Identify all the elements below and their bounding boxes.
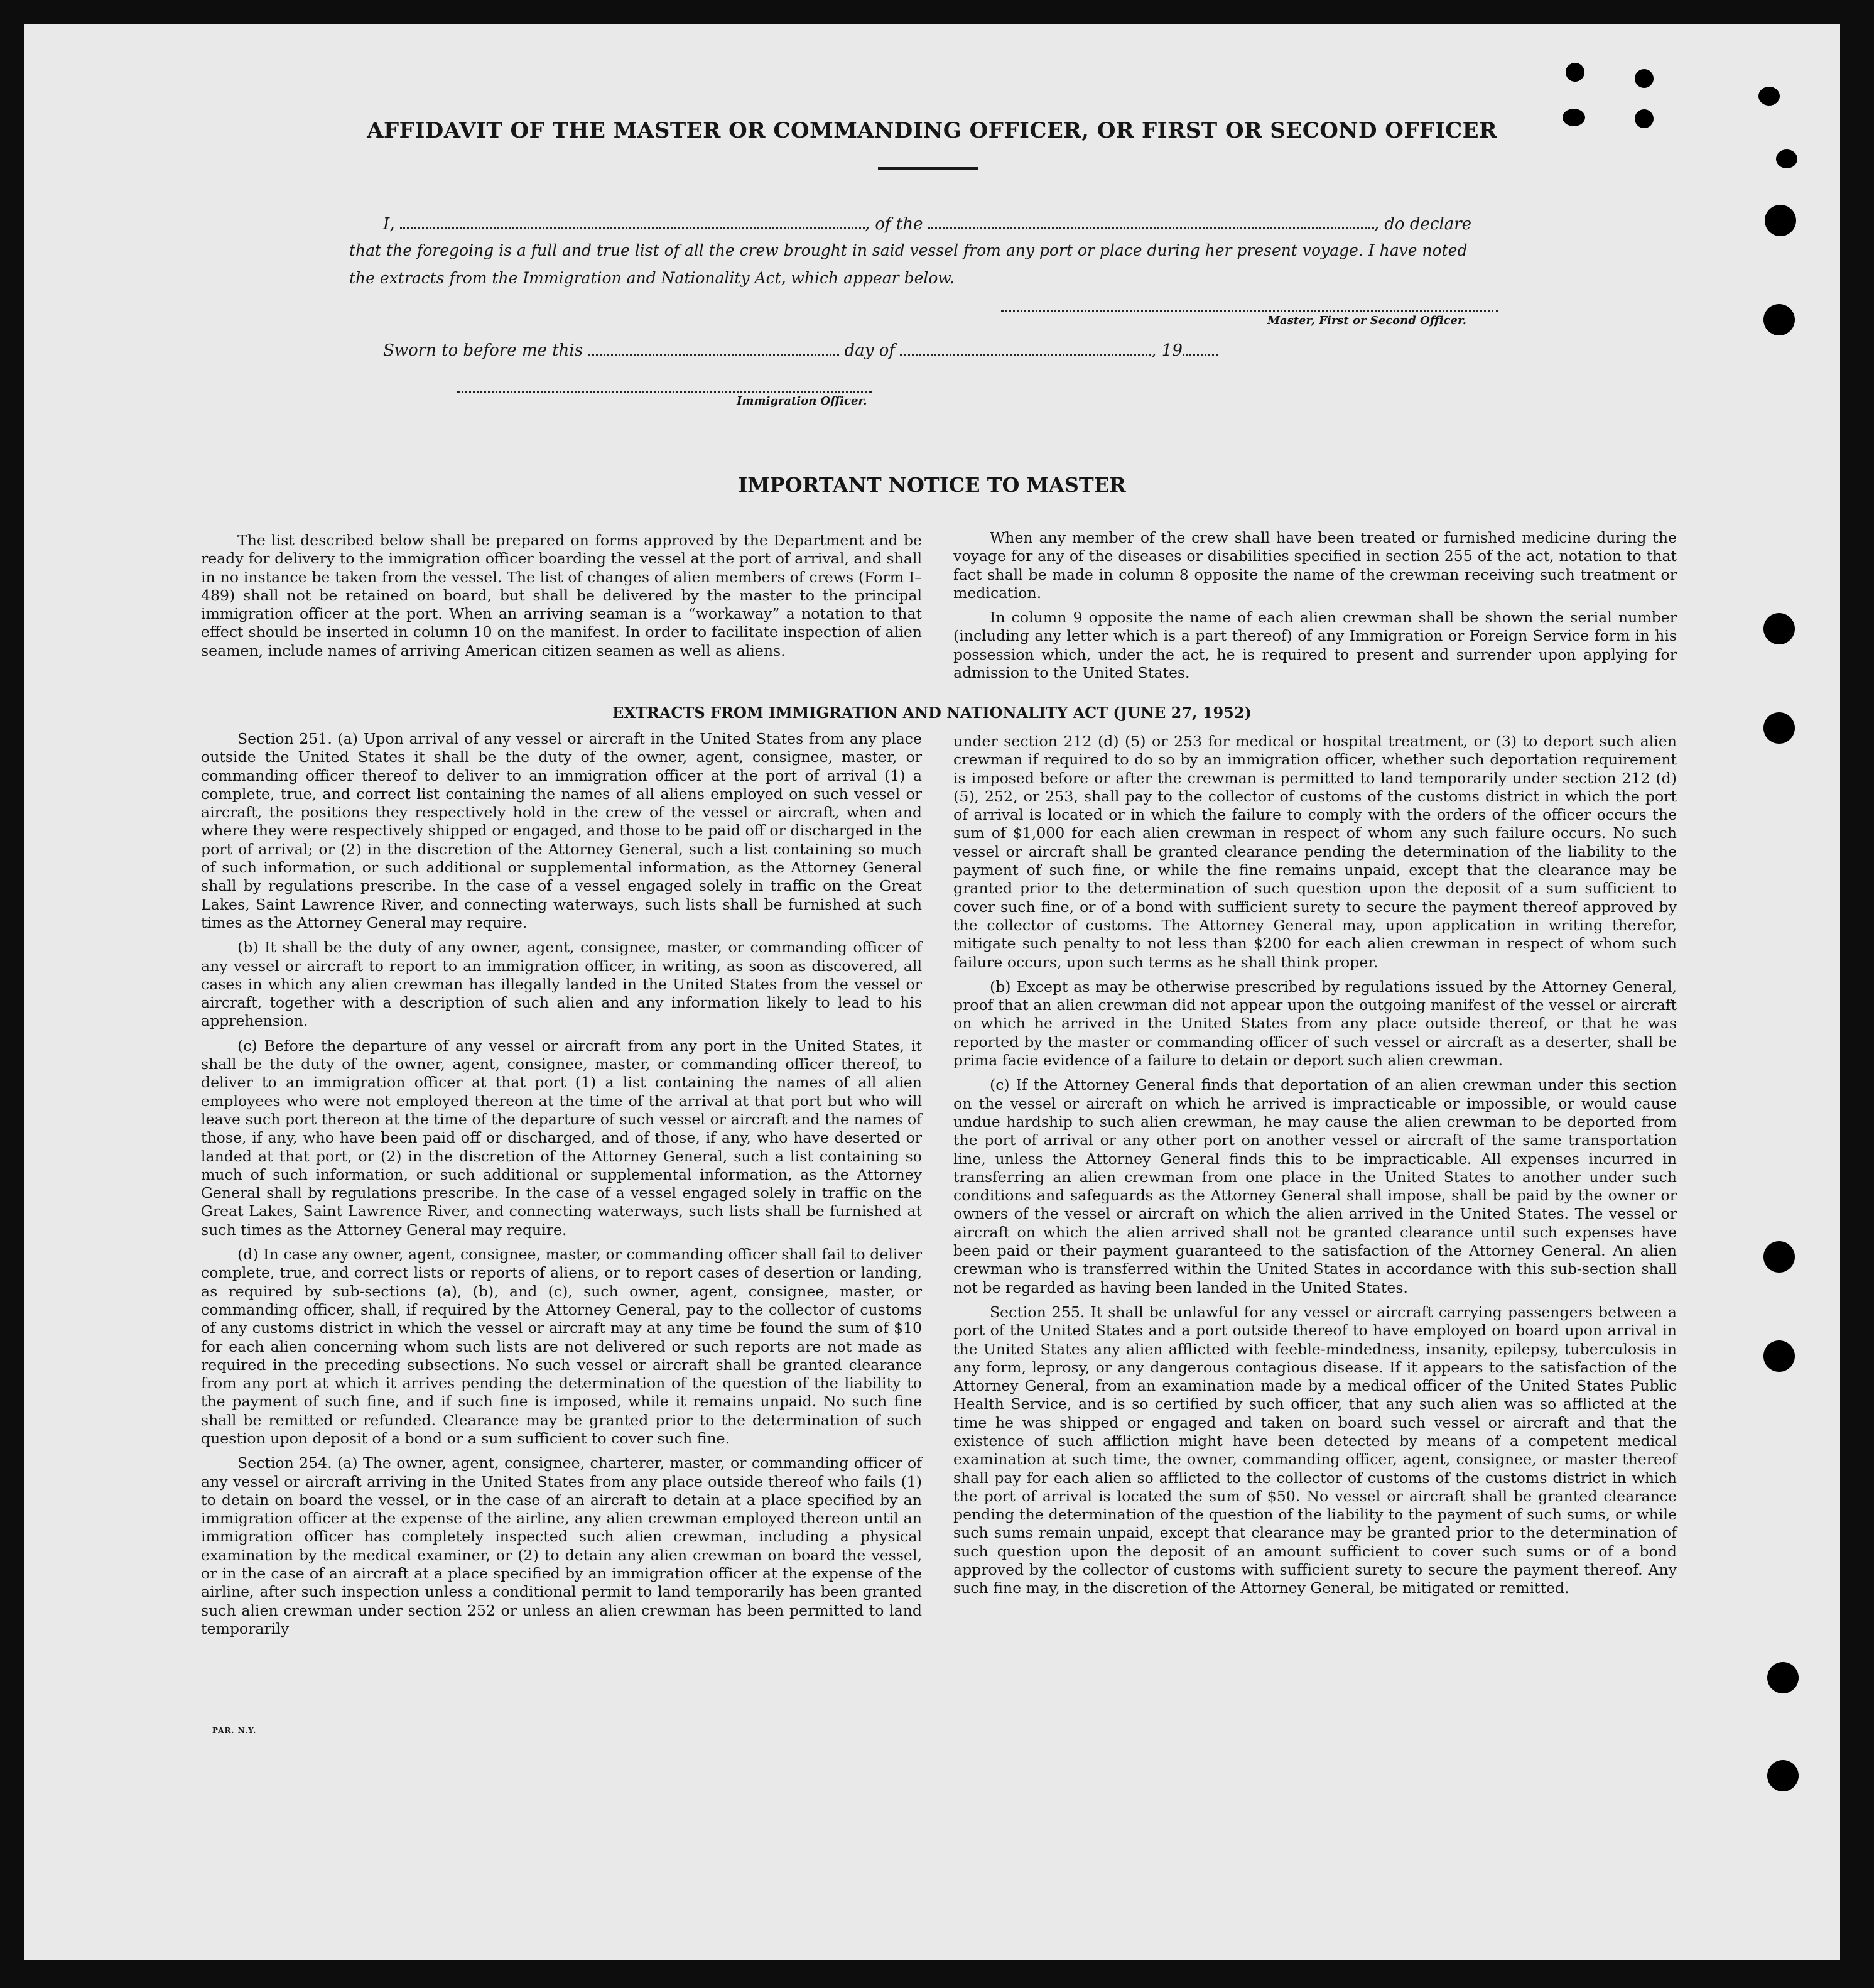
do-declare-label: , do declare xyxy=(1373,215,1472,234)
punch-hole xyxy=(1776,149,1797,168)
officer-signature-line[interactable] xyxy=(457,391,872,393)
section-254-c: (c) If the Attorney General finds that deportation of an alien crewman under this section on the vessel or aircraft on which he arrived is impracticable or impossible, or would cause undue hardship to such alien crewman, he may cause the alien crewman to be deported from the port of arrival or any other port on another vessel or aircraft of the same transportation line, unless the Attorney General finds this to be impracticable. All expenses incurred in transferring an alien crewman from one place in the United States to another under such conditions and safeguards as the Attorney General shall impose, shall be paid by the owner or owners of the vessel or aircraft on which the alien arrived in the United States. The vessel or aircraft on which the alien arrived shall not be granted clearance until such expenses have been paid or their payment guaranteed to the satisfaction of the Attorney General. An alien crewman who is transferred within the United States in accordance with this sub-section shall not be regarded as having been landed in the United States. xyxy=(953,1076,1677,1296)
notice-right-column xyxy=(953,529,1677,688)
sworn-day-field[interactable] xyxy=(588,354,839,356)
section-251-a: Section 251. (a) Upon arrival of any vessel or aircraft in the United States from any place outside the United States it shall be the duty of the owner, agent, consignee, master, or commanding officer thereof to deliver to an immigration officer at the port of arrival (1) a complete, true, and correct list containing the names of all aliens employed on such vessel or aircraft, the positions they respectively hold in the crew of the vessel or aircraft, when and where they were respectively shipped or engaged, and those to be paid off or discharged in the port of arrival; or (2) in the discretion of the Attorney General, such a list containing so much of such information, or such additional or supplemental information, as the Attorney General shall by regulations prescribe. In the case of a vessel engaged solely in traffic on the Great Lakes, Saint Lawrence River, and connecting waterways, such lists shall be furnished at such times as the Attorney General may require. xyxy=(201,730,922,932)
notice-title: IMPORTANT NOTICE TO MASTER xyxy=(738,473,1126,497)
affidavit-title: AFFIDAVIT OF THE MASTER OR COMMANDING OFFICER, OR FIRST OR SECOND OFFICER xyxy=(367,118,1497,143)
section-254-a: Section 254. (a) The owner, agent, consignee, charterer, master, or commanding officer of any vessel or aircraft arriving in the United States from any place outside thereof who fails (1) to detain on board the vessel, or in the case of an aircraft to detain at a place specified by an immigration officer at the expense of the airline, any alien crewman employed thereon until an immigration officer has completely inspected such alien crewman, including a physical examination by the medical examiner, or (2) to detain any alien crewman on board the vessel, or in the case of an aircraft at a place specified by an immigration officer at the expense of the airline, after such inspection unless a conditional permit to land temporarily has been granted such alien crewman under section 252 or unless an alien crewman has been permitted to land temporarily xyxy=(201,1454,922,1638)
sworn-label: Sworn to before me this xyxy=(383,341,583,360)
punch-hole xyxy=(1635,69,1654,88)
extracts-left-column xyxy=(201,730,922,1644)
extracts-title: EXTRACTS FROM IMMIGRATION AND NATIONALITY ACT (JUNE 27, 1952) xyxy=(612,703,1252,722)
officer-signature-label: Immigration Officer. xyxy=(737,394,867,408)
section-251-d: (d) In case any owner, agent, consignee, master, or commanding officer shall fail to deliver complete, true, and correct lists or reports of aliens, or to report cases of desertion or landing, as required by sub-sections (a), (b), and (c), such owner, agent, consignee, master, or commanding officer, shall, if required by the Attorney General, pay to the collector of customs of any customs district in which the vessel or aircraft may at any time be found the sum of $10 for each alien concerning whom such lists are not delivered or such reports are not made as required in the preceding subsections. No such vessel or aircraft shall be granted clearance from any port at which it arrives pending the determination of the question of the liability to the payment of such fine, and if such fine is imposed, while it remains unpaid. No such fine shall be remitted or refunded. Clearance may be granted prior to the determination of such question upon deposit of a bond or a sum sufficient to cover such fine. xyxy=(201,1246,922,1447)
punch-hole xyxy=(1763,304,1795,335)
day-of-label: day of xyxy=(844,341,895,360)
punch-hole xyxy=(1765,205,1796,236)
notice-left-paragraph: The list described below shall be prepared on forms approved by the Department and be ready for delivery to the immigration officer boarding the vessel at the port of arrival, and shall in no instance be taken from the vessel. The list of changes of alien members of crews (Form I–489) shall not be retained on board, but shall be delivered by the master to the principal immigration officer at the port. When an arriving seaman is a “workaway” a notation to that effect should be inserted in column 10 on the manifest. In order to facilitate inspection of alien seamen, include names of arriving American citizen seamen as well as aliens. xyxy=(201,531,922,660)
year-label: , 19 xyxy=(1151,341,1183,360)
vessel-name-field[interactable] xyxy=(928,227,1374,229)
section-255: Section 255. It shall be unlawful for any vessel or aircraft carrying passengers between a port of the United States and a port outside thereof to have employed on board upon arrival in the United States any alien afflicted with feeble-mindedness, insanity, epilepsy, tuberculosis in any form, leprosy, or any dangerous contagious disease. If it appears to the satisfaction of the Attorney General, from an examination made by a medical officer of the United States Public Health Service, and is so certified by such officer, that any such alien was so afflicted at the time he was shipped or engaged and taken on board such vessel or aircraft and that the existence of such affliction might have been detected by means of a competent medical examination at such time, the owner, commanding officer, agent, consignee, or master thereof shall pay for each alien so afflicted to the collector of customs of the customs district in which the port of arrival is located the sum of $50. No vessel or aircraft shall be granted clearance pending the determination of the question of the liability to the payment of such sums, or while such sums remain unpaid, except that clearance may be granted prior to the determination of such question upon the deposit of an amount sufficient to cover such sums or of a bond approved by the collector of customs with sufficient surety to secure the payment thereof. Any such fine may, in the discretion of the Attorney General, be mitigated or remitted. xyxy=(953,1303,1677,1597)
year-field[interactable] xyxy=(1183,354,1218,356)
section-254-a-continued: under section 212 (d) (5) or 253 for medical or hospital treatment, or (3) to deport such alien crewman if required to do so by an immigration officer, whether such deportation requirement is imposed before or after the crewman is permitted to land temporarily under section 212 (d) (5), 252, or 253, shall pay to the collector of customs of the customs district in which the port of arrival is located or in which the failure to comply with the orders of the officer occurs the sum of $1,000 for each alien crewman in respect of whom any such failure occurs. No such vessel or aircraft shall be granted clearance pending the determination of the liability to the payment of such fine, or while the fine remains unpaid, except that the clearance may be granted prior to the determination of such question upon the deposit of a sum sufficient to cover such fine, or of a bond with sufficient surety to secure the payment thereof approved by the collector of customs. The Attorney General may, upon application in writing therefor, mitigate such penalty to not less than $200 for each alien crewman in respect of whom such failure occurs, upon such terms as he shall think proper. xyxy=(953,732,1677,971)
punch-hole xyxy=(1763,712,1795,744)
title-divider xyxy=(878,167,978,170)
section-251-b: (b) It shall be the duty of any owner, agent, consignee, master, or commanding officer of any vessel or aircraft to report to an immigration officer, in writing, as soon as discovered, all cases in which any alien crewman has illegally landed in the United States from the vessel or aircraft, together with a description of such alien and any information likely to lead to his apprehension. xyxy=(201,938,922,1030)
sworn-line xyxy=(383,341,1218,360)
notice-left-column xyxy=(201,531,922,666)
notice-right-paragraph-2: In column 9 opposite the name of each alien crewman shall be shown the serial number (including any letter which is a part thereof) of any Immigration or Foreign Service form in his possession which, under the act, he is required to present and surrender upon applying for admission to the United States. xyxy=(953,609,1677,682)
section-251-c: (c) Before the departure of any vessel or aircraft from any port in the United States, it shall be the duty of the owner, agent, consignee, master, or commanding officer thereof, to deliver to an immigration officer at that port (1) a list containing the names of all alien employees who were not employed thereon at the time of the arrival at that port but who will leave such port thereon at the time of the departure of such vessel or aircraft and the names of those, if any, who have been paid off or discharged, and of those, if any, who have deserted or landed at that port, or (2) in the discretion of the Attorney General, such a list containing so much of such information, or such additional or supplemental information, as the Attorney General shall by regulations prescribe. In the case of a vessel engaged solely in traffic on the Great Lakes, Saint Lawrence River, and connecting waterways, such lists shall be furnished at such times as the Attorney General may require. xyxy=(201,1036,922,1239)
declaration-line-1 xyxy=(383,215,1471,234)
notice-right-paragraph-1: When any member of the crew shall have been treated or furnished medicine during the voyage for any of the diseases or disabilities specified in section 255 of the act, notation to that fact shall be made in column 8 opposite the name of the crewman receiving such treatment or medication. xyxy=(953,529,1677,602)
punch-hole xyxy=(1563,109,1585,126)
form-page xyxy=(24,24,1840,1960)
master-signature-label: Master, First or Second Officer. xyxy=(1267,314,1467,327)
punch-hole xyxy=(1763,1340,1795,1372)
master-signature-line[interactable] xyxy=(1001,310,1498,312)
of-the-label: , of the xyxy=(864,215,923,234)
punch-hole xyxy=(1758,87,1780,106)
punch-hole xyxy=(1566,63,1584,82)
declarant-name-field[interactable] xyxy=(400,227,865,229)
punch-hole xyxy=(1767,1760,1799,1791)
declaration-line-2: that the foregoing is a full and true list of all the crew brought in said vessel from any port or place during her present voyage. I have noted xyxy=(349,241,1468,259)
punch-hole xyxy=(1635,109,1654,128)
declaration-line-3: the extracts from the Immigration and Nationality Act, which appear below. xyxy=(349,269,955,287)
punch-hole xyxy=(1767,1662,1799,1693)
declarant-prefix: I, xyxy=(383,215,395,234)
printer-mark: PAR. N.Y. xyxy=(212,1726,257,1735)
extracts-right-column xyxy=(953,732,1677,1604)
punch-hole xyxy=(1763,1241,1795,1273)
sworn-month-field[interactable] xyxy=(900,354,1151,356)
punch-hole xyxy=(1763,613,1795,644)
section-254-b: (b) Except as may be otherwise prescribed by regulations issued by the Attorney General, proof that an alien crewman did not appear upon the outgoing manifest of the vessel or aircraft on which he arrived in the United States from any place outside thereof, or that he was reported by the master or commanding officer of such vessel or aircraft as a deserter, shall be prima facie evidence of a failure to detain or deport such alien crewman. xyxy=(953,977,1677,1070)
